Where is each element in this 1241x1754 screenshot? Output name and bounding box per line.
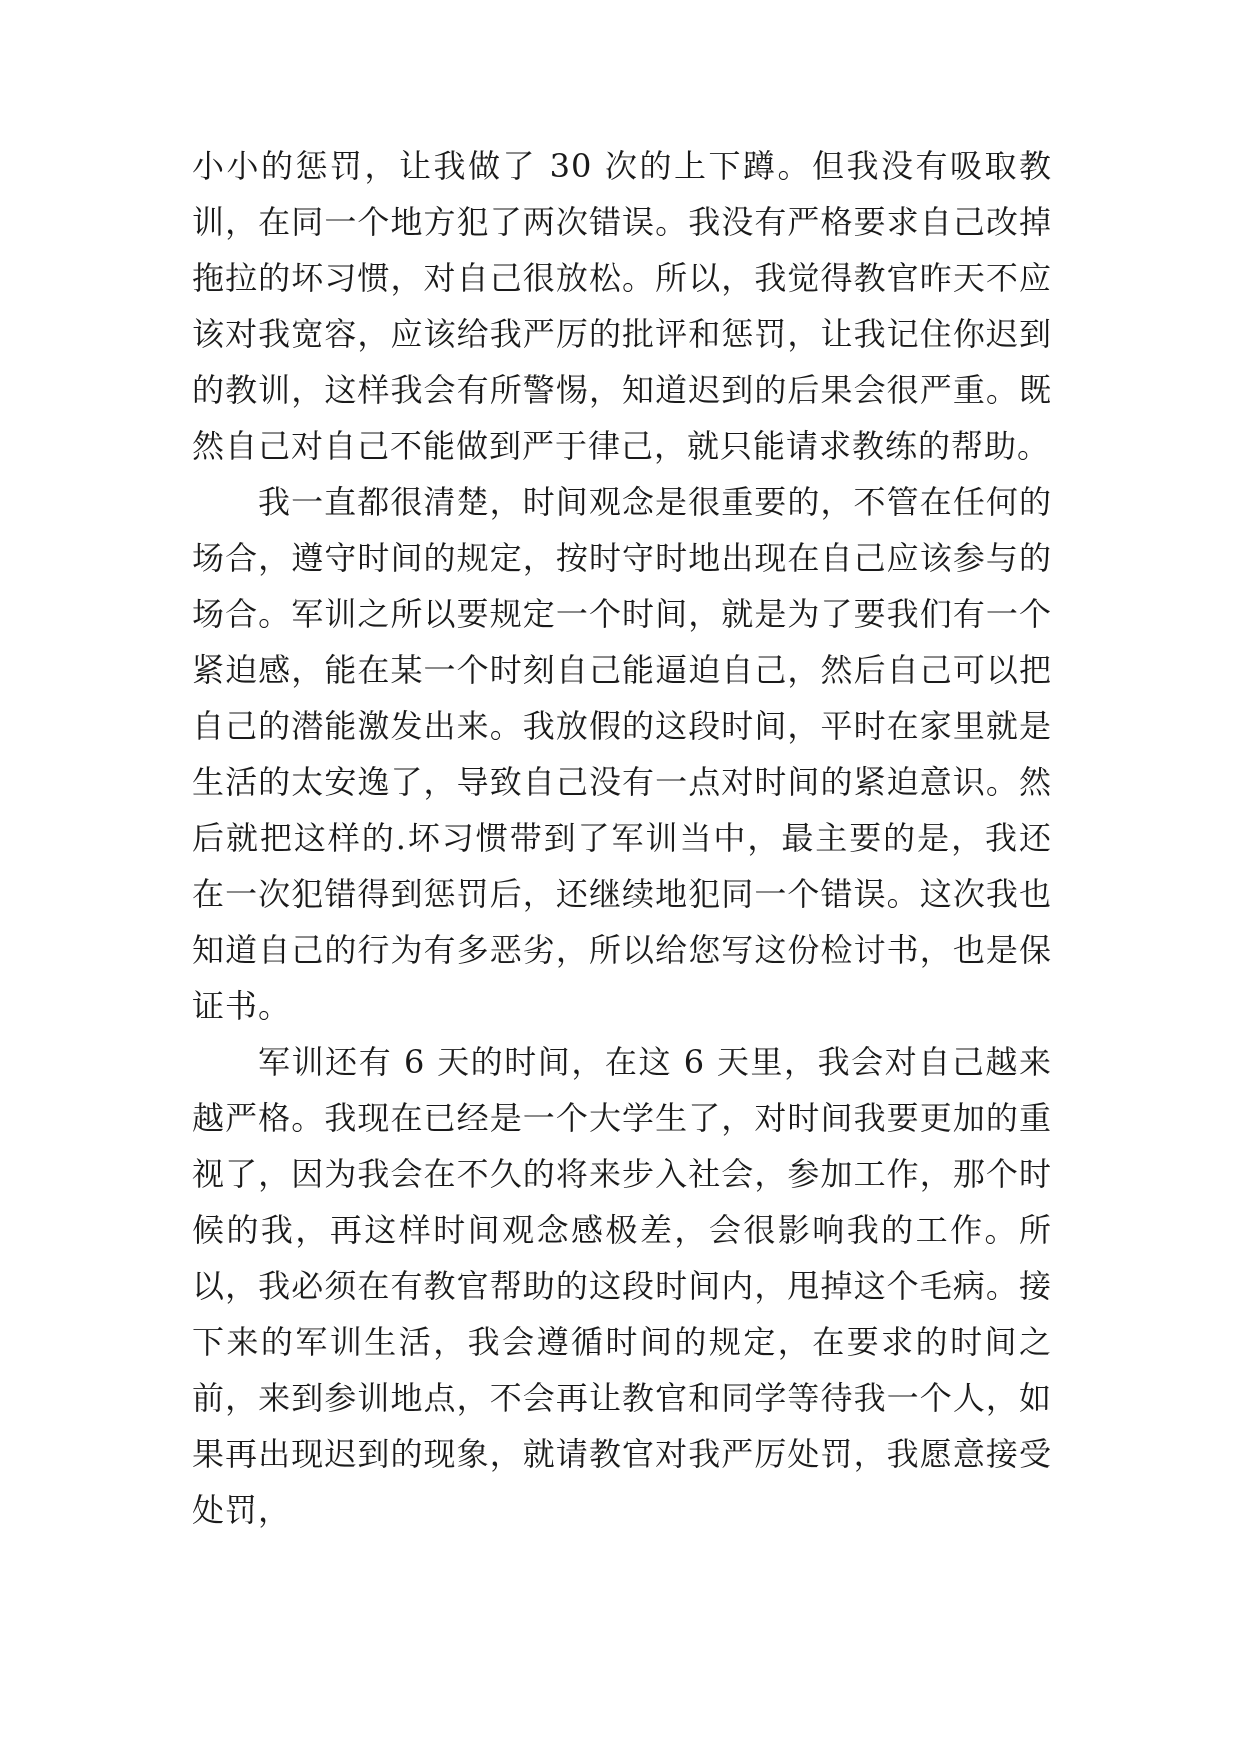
paragraph-1: 小小的惩罚，让我做了 30 次的上下蹲。但我没有吸取教训，在同一个地方犯了两次错误。我没有严格要求自己改掉拖拉的坏习惯，对自己很放松。所以，我觉得教官昨天不应该对我宽容，应该给我严厉的批评和惩罚，让我记住你迟到的教训，这样我会有所警惕，知道迟到的后果会很严重。既然自己对自己不能做到严于律己，就只能请求教练的帮助。 [192,147,1052,465]
paragraph-3: 军训还有 6 天的时间，在这 6 天里，我会对自己越来越严格。我现在已经是一个大学生了，对时间我要更加的重视了，因为我会在不久的将来步入社会，参加工作，那个时候的我，再这样时间观念感极差，会很影响我的工作。所以，我必须在有教官帮助的这段时间内，甩掉这个毛病。接下来的军训生活，我会遵循时间的规定，在要求的时间之前，来到参训地点，不会再让教官和同学等待我一个人，如果再出现迟到的现象，就请教官对我严厉处罚，我愿意接受处罚， [192,1043,1052,1529]
document-body [192,138,1052,1538]
paragraph-2: 我一直都很清楚，时间观念是很重要的，不管在任何的场合，遵守时间的规定，按时守时地出现在自己应该参与的场合。军训之所以要规定一个时间，就是为了要我们有一个紧迫感，能在某一个时刻自己能逼迫自己，然后自己可以把自己的潜能激发出来。我放假的这段时间，平时在家里就是生活的太安逸了，导致自己没有一点对时间的紧迫意识。然后就把这样的.坏习惯带到了军训当中，最主要的是，我还在一次犯错得到惩罚后，还继续地犯同一个错误。这次我也知道自己的行为有多恶劣，所以给您写这份检讨书，也是保证书。 [192,483,1052,1025]
